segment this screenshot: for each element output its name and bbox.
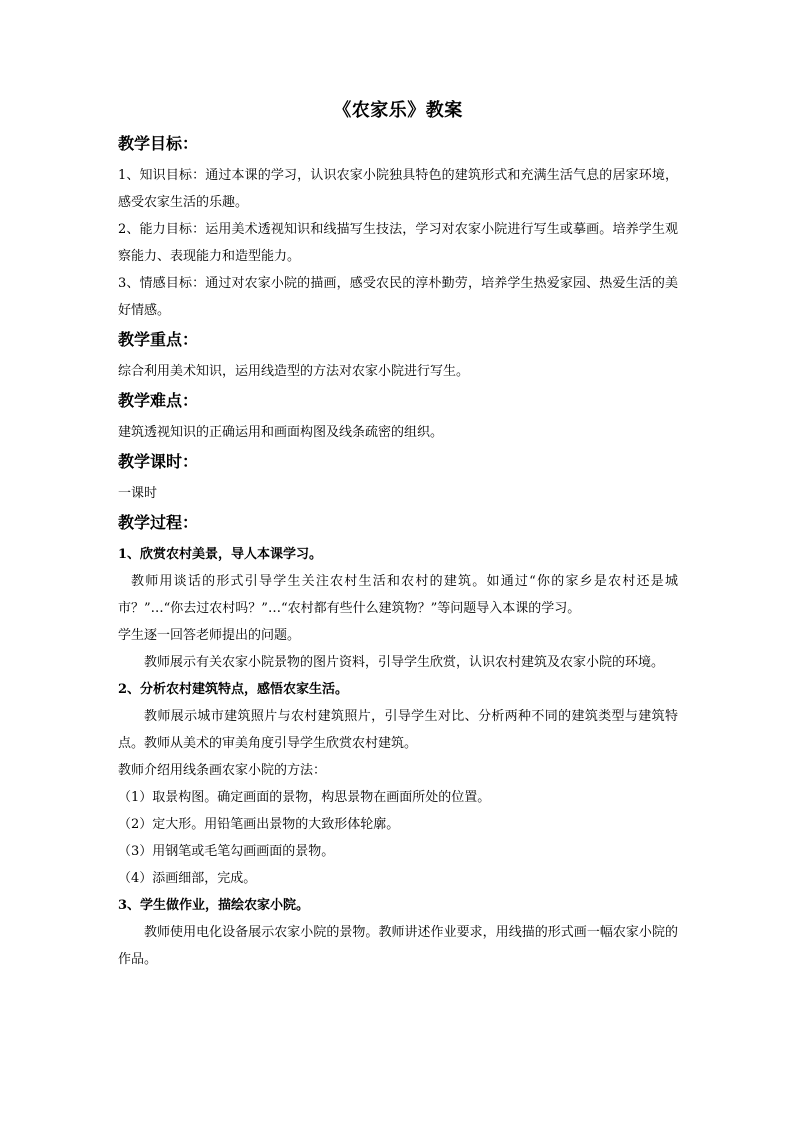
difficulties-heading: 教学难点： (118, 391, 199, 410)
process-step1-paragraph: 教师展示有关农家小院景物的图片资料，引导学生欣赏，认识农村建筑及农家小院的环境。 (144, 655, 665, 670)
process-step3-paragraph: 教师使用电化设备展示农家小院的景物。教师讲述作业要求，用线描的形式画一幅农家小院的作品。 (118, 925, 678, 967)
process-step1-paragraph: 学生逐一回答老师提出的问题。 (118, 628, 301, 643)
document-title: 《农家乐》教案 (333, 100, 463, 121)
process-step2-paragraph: 教师介绍用线条画农家小院的方法： (118, 763, 327, 778)
objective-item-ability: 2、能力目标：运用美术透视知识和线描写生技法，学习对农家小院进行写生或摹画。培养学生观察能力、表现能力和造型能力。 (118, 222, 678, 264)
objectives-section (118, 130, 678, 324)
hours-heading: 教学课时： (118, 452, 199, 471)
key-points-heading: 教学重点： (118, 330, 199, 349)
process-heading: 教学过程： (118, 513, 199, 532)
process-step1-paragraph: 教师用谈话的形式引导学生关注农村生活和农村的建筑。如通过“你的家乡是农村还是城市？”…“你去过农村吗？”…“农村都有些什么建筑物？”等问题导入本课的学习。 (118, 574, 678, 616)
process-step2-title: 2、分析农村建筑特点，感悟农家生活。 (118, 682, 349, 697)
method-item: （2）定大形。用铅笔画出景物的大致形体轮廓。 (118, 817, 400, 832)
difficulties-text: 建筑透视知识的正确运用和画面构图及线条疏密的组织。 (118, 425, 444, 440)
method-item: （3）用钢笔或毛笔勾画画面的景物。 (118, 844, 335, 859)
process-step1-title: 1、欣赏农村美景，导人本课学习。 (118, 547, 323, 562)
process-section (118, 509, 678, 973)
hours-text: 一课时 (118, 486, 158, 501)
process-step3-title: 3、学生做作业，描绘农家小院。 (118, 898, 310, 913)
method-item: （1）取景构图。确定画面的景物，构思景物在画面所处的位置。 (118, 790, 491, 805)
objective-item-knowledge: 1、知识目标：通过本课的学习，认识农家小院独具特色的建筑形式和充满生活气息的居家环境，感受农家生活的乐趣。 (118, 168, 678, 210)
method-item: （4）添画细部，完成。 (118, 871, 257, 886)
process-step2-paragraph: 教师展示城市建筑照片与农村建筑照片，引导学生对比、分析两种不同的建筑类型与建筑特点。教师从美术的审美角度引导学生欣赏农村建筑。 (118, 709, 678, 751)
key-points-text: 综合利用美术知识，运用线造型的方法对农家小院进行写生。 (118, 364, 470, 379)
difficulties-section (118, 387, 678, 446)
document-content (118, 96, 678, 975)
hours-section (118, 448, 678, 507)
objectives-heading: 教学目标： (118, 134, 199, 153)
key-points-section (118, 326, 678, 385)
objective-item-emotion: 3、情感目标：通过对农家小院的描画，感受农民的淳朴勤劳，培养学生热爱家园、热爱生活的美好情感。 (118, 276, 678, 318)
